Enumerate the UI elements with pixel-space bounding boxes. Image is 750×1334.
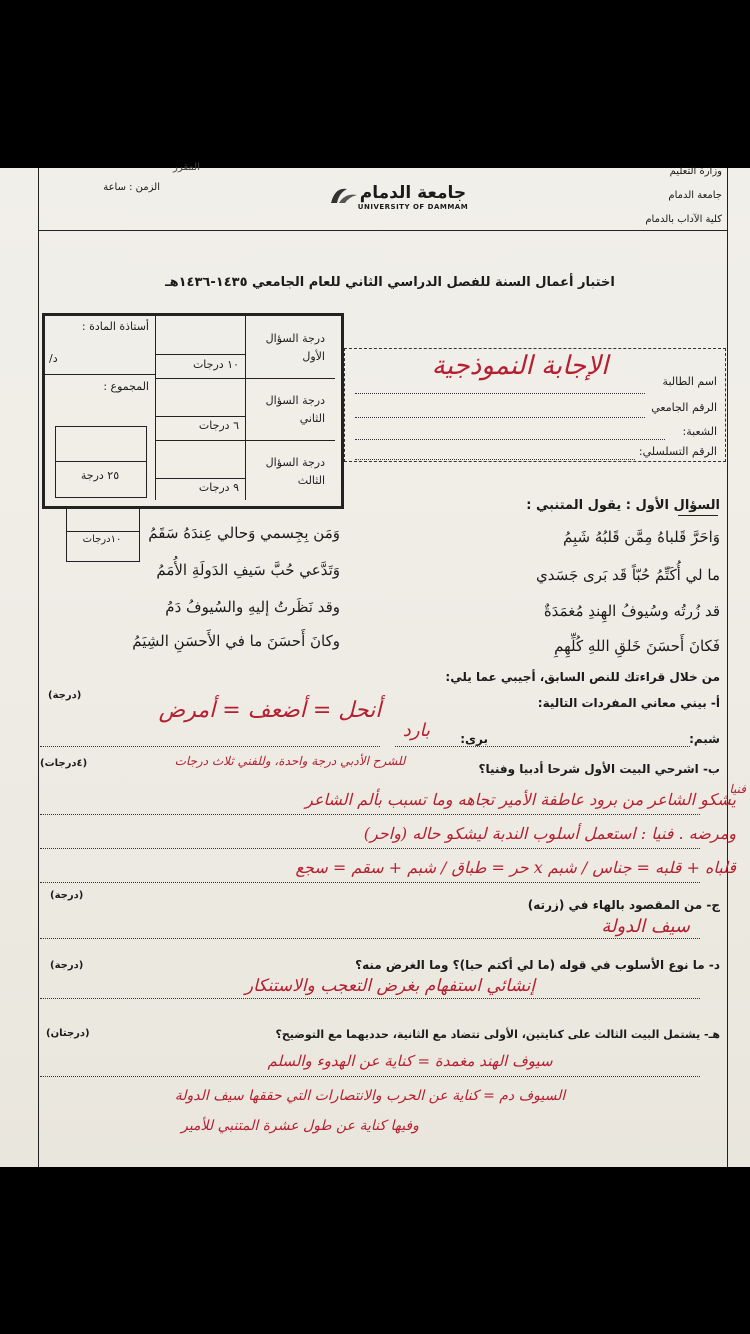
teacher-value: د/ bbox=[49, 352, 58, 365]
verse-4-right: فَكانَ أَحسَنَ خَلقِ اللهِ كُلِّهِمِ bbox=[554, 637, 720, 655]
q1-title: السؤال الأول : يقول المتنبي : bbox=[526, 498, 720, 513]
q1-instruction: من خلال قراءتك للنص السابق، أجيبي عما يلي: bbox=[445, 670, 720, 684]
logo-emblem-icon bbox=[325, 185, 365, 207]
qb-answer3: قلباه + قلبه = جناس / شبم x حر = طباق / شبم + سقم = سجع bbox=[295, 858, 736, 877]
exam-title: اختبار أعمال السنة للفصل الدراسي الثاني للعام الجامعي ١٤٣٥-١٤٣٦هـ bbox=[165, 275, 615, 290]
qa-answer1: بارد bbox=[402, 720, 430, 741]
qe-answer2: السيوف دم = كناية عن الحرب والانتصارات التي حققها سيف الدولة bbox=[174, 1088, 566, 1104]
qc-mark: (درجة) bbox=[50, 890, 84, 901]
verse-1-left: وَمَن بِجِسمي وَحالي عِندَهُ سَقَمُ bbox=[148, 524, 340, 542]
q2-grade-label: درجة السؤال الثاني bbox=[265, 394, 325, 425]
verse-1-right: وَاحَرَّ قَلباهُ مِمَّن قَلبُهُ شَبِمُ bbox=[562, 528, 720, 546]
ministry-line: وزارة التعليم bbox=[669, 166, 722, 177]
qe-answer1: سيوف الهند مغمدة = كناية عن الهدوء والسلم bbox=[267, 1052, 553, 1070]
qe-mark: (درجتان) bbox=[46, 1028, 90, 1039]
qc-answer: سيف الدولة bbox=[601, 916, 690, 937]
model-answer-title: الإجابة النموذجية bbox=[431, 351, 609, 381]
student-id-label: الرقم الجامعي bbox=[651, 401, 717, 414]
qa-question: أ- بيني معاني المفردات التالية: bbox=[537, 696, 720, 710]
verse-4-left: وكانَ أَحسَنَ ما في الأَحسَنِ الشِيَمُ bbox=[132, 632, 340, 650]
qb-question: ب- اشرحي البيت الأول شرحا أدبيا وفنيا؟ bbox=[478, 762, 720, 776]
qe-question: هـ- يشتمل البيت الثالث على كنايتين، الأولى تتضاد مع الثانية، حدديهما مع التوضيح؟ bbox=[275, 1028, 720, 1041]
exam-paper bbox=[0, 162, 750, 1167]
duration-line: الزمن : ساعة bbox=[103, 182, 160, 193]
college-line: كلية الآداب بالدمام bbox=[645, 214, 722, 225]
logo-arabic: جامعة الدمام bbox=[359, 183, 467, 203]
total-label: المجموع : bbox=[103, 380, 149, 393]
student-name-label: اسم الطالبة bbox=[662, 375, 717, 388]
serial-label: الرقم التسلسلي: bbox=[638, 445, 717, 458]
logo-english: UNIVERSITY OF DAMMAM bbox=[357, 203, 469, 211]
total-box bbox=[55, 426, 147, 498]
verse-3-left: وقد نَظَرتُ إليهِ والسُيوفُ دَمُ bbox=[165, 598, 340, 616]
qa-word2: برى: bbox=[460, 732, 488, 746]
section-label: الشعبة: bbox=[682, 425, 717, 438]
qb-answer2: ومرضه . فنيا : استعمل أسلوب الندبة ليشكو حاله (واحر) bbox=[363, 824, 736, 843]
total-score: ٢٥ درجة bbox=[80, 469, 120, 482]
qb-grading-note: للشرح الأدبي درجة واحدة، وللفني ثلاث درجات bbox=[174, 754, 406, 768]
university-line: جامعة الدمام bbox=[668, 190, 722, 201]
ministry-header bbox=[572, 168, 750, 232]
qb-mark: (٤درجات) bbox=[40, 758, 88, 769]
q3-grade-label: درجة السؤال الثالث bbox=[265, 456, 325, 487]
q2-grade-score: ٦ درجات bbox=[198, 419, 239, 432]
exam-meta bbox=[40, 162, 200, 198]
left-margin-line bbox=[38, 168, 39, 1167]
verse-2-left: وَتَدَّعي حُبَّ سَيفِ الدَولَةِ الأُمَمُ bbox=[156, 561, 340, 579]
course-line: المقرر bbox=[172, 162, 200, 173]
q1-grade-label: درجة السؤال الأول bbox=[265, 332, 325, 363]
student-info-box bbox=[344, 348, 726, 462]
qd-question: د- ما نوع الأسلوب في قوله (ما لي أكتم حبا)؟ وما الغرض منه؟ bbox=[355, 958, 720, 972]
verse-2-right: ما لي أُكَتِّمُ حُبّاً قَد بَرى جَسَدي bbox=[536, 566, 720, 584]
qc-question: ج- من المقصود بالهاء في (زرته) bbox=[527, 898, 720, 912]
q1-score-label: ١٠درجات bbox=[82, 534, 122, 545]
qd-answer: إنشائي استفهام بغرض التعجب والاستنكار bbox=[244, 976, 536, 996]
qe-answer3: وفيها كناية عن طول عشرة المتنبي للأمير bbox=[181, 1118, 419, 1134]
verse-3-right: قد زُرتُه وسُيوفُ الهِندِ مُغمَدَةٌ bbox=[543, 602, 720, 620]
qa-mark: (درجة) bbox=[48, 690, 82, 701]
qa-answer2: أنحل = أضعف = أمرض bbox=[158, 698, 382, 723]
university-logo bbox=[325, 183, 475, 211]
q1-grade-score: ١٠ درجات bbox=[192, 358, 239, 371]
qd-mark: (درجة) bbox=[50, 960, 84, 971]
teacher-label: أستاذة المادة : bbox=[81, 320, 149, 333]
qa-word1: شبم: bbox=[689, 732, 720, 746]
grades-table bbox=[42, 313, 344, 509]
right-margin-line bbox=[727, 168, 728, 1167]
header-divider bbox=[38, 230, 728, 231]
qb-answer1: يشكو الشاعر من برود عاطفة الأمير تجاهه وما تسبب بألم الشاعر bbox=[305, 790, 736, 809]
qb-margin-note: فنيا bbox=[729, 782, 746, 796]
q3-grade-score: ٩ درجات bbox=[198, 481, 239, 494]
